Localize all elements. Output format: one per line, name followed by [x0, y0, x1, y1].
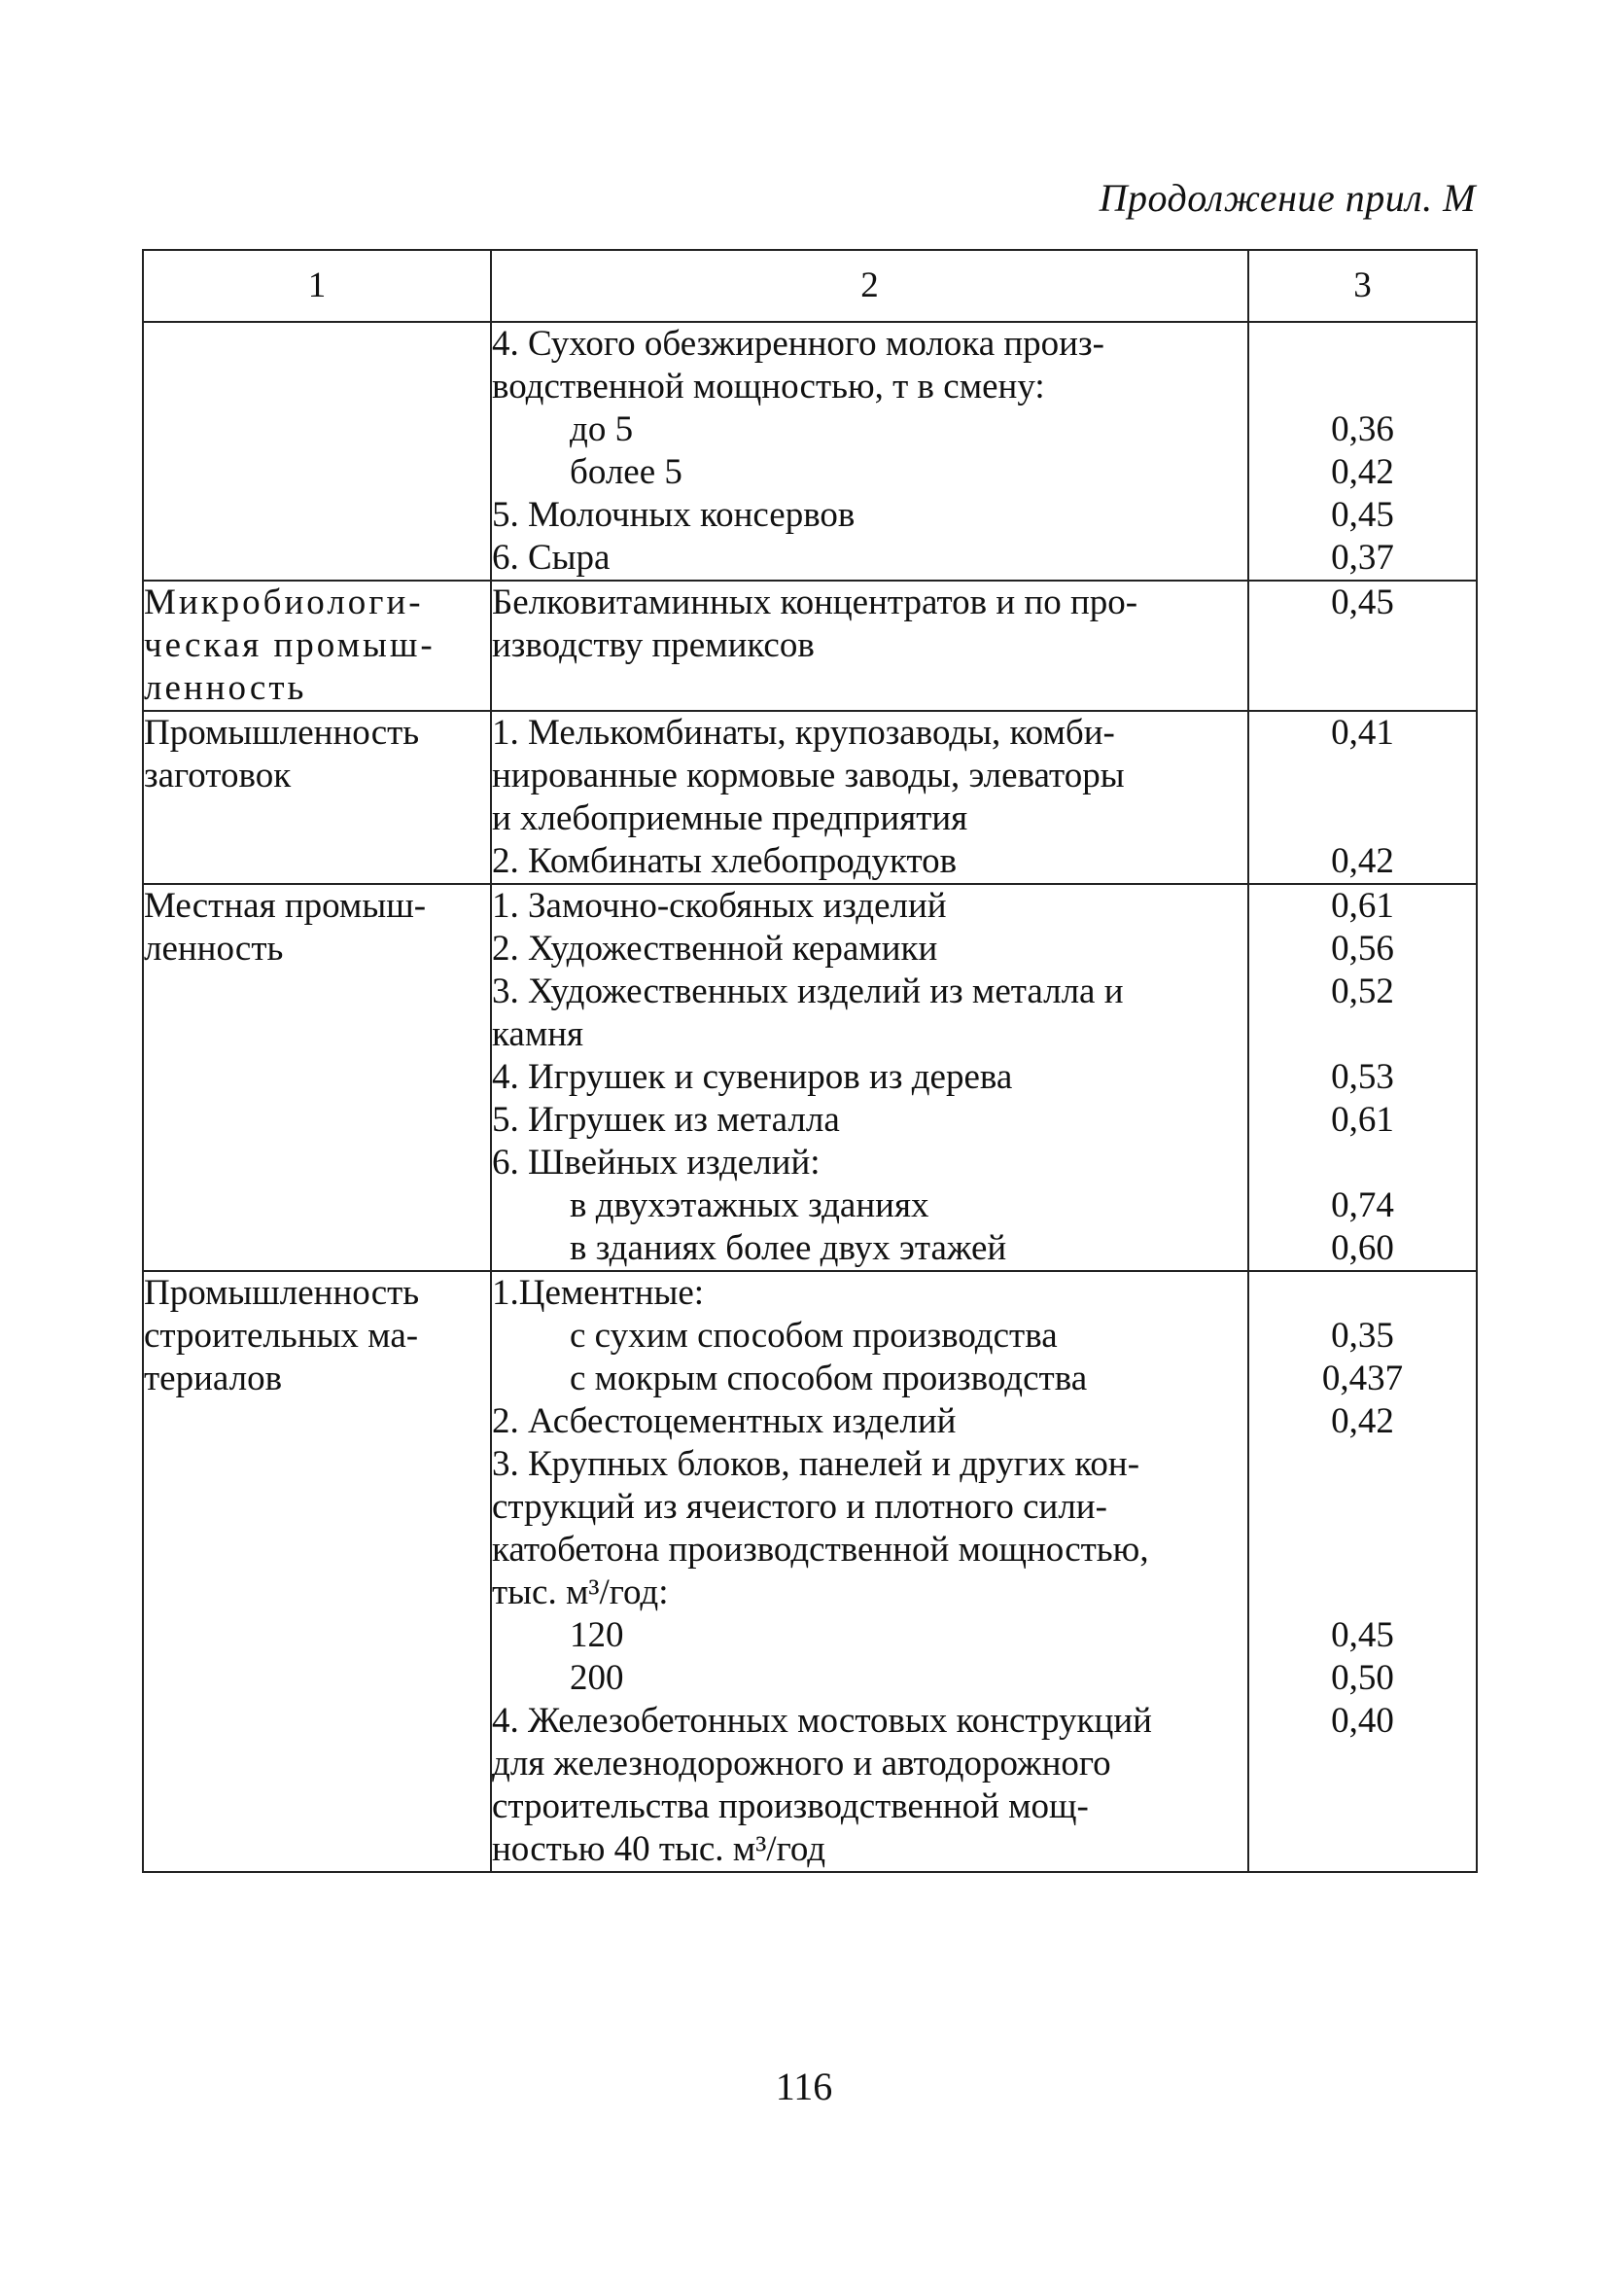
coefficient-value: [1249, 1785, 1476, 1828]
coefficient-value: [1249, 1743, 1476, 1785]
enterprise-item: нированные кормовые заводы, элеваторы: [492, 756, 1125, 795]
enterprise-item: с сухим способом производства: [570, 1316, 1058, 1356]
enterprise-item: 5. Игрушек из металла: [492, 1100, 840, 1140]
coefficient-value: [1249, 1486, 1476, 1529]
enterprise-items-cell: [491, 711, 1248, 884]
industry-category-line: ленность: [144, 668, 307, 708]
enterprise-item: с мокрым способом производства: [570, 1359, 1088, 1398]
industry-category-cell: [143, 711, 491, 884]
column-header-3: 3: [1248, 250, 1477, 322]
enterprise-item: 5. Молочных консервов: [492, 495, 856, 535]
industry-category-line: Местная промыш-: [144, 886, 427, 926]
coefficient-value: [1249, 1272, 1476, 1315]
enterprise-item: струкций из ячеистого и плотного сили-: [492, 1487, 1107, 1527]
table-header-row: [143, 250, 1477, 322]
coefficient-value: 0,52: [1331, 971, 1394, 1011]
industry-category-cell: [143, 1271, 491, 1872]
industry-category-cell: [143, 884, 491, 1271]
coefficient-value: [1249, 1572, 1476, 1614]
table-row: [143, 711, 1477, 884]
coefficient-value: 0,437: [1321, 1359, 1404, 1398]
industry-category-line: Промышленность: [144, 1273, 420, 1313]
enterprise-item: ностью 40 тыс. м³/год: [492, 1829, 826, 1869]
enterprise-item: более 5: [570, 452, 682, 492]
enterprise-item: 4. Сухого обезжиренного молока произ-: [492, 324, 1104, 364]
coefficient-value: 0,35: [1331, 1316, 1394, 1356]
coefficient-value: [1249, 1142, 1476, 1184]
industry-category-line: заготовок: [144, 756, 292, 795]
coefficient-value: 0,61: [1331, 886, 1394, 926]
enterprise-item: 2. Художественной керамики: [492, 929, 938, 969]
enterprise-item: 4. Железобетонных мостовых конструкций: [492, 1701, 1152, 1741]
coefficient-value: [1249, 797, 1476, 840]
enterprise-item: и хлебоприемные предприятия: [492, 798, 968, 838]
coefficient-value: 0,45: [1331, 1615, 1394, 1655]
table-row: [143, 1271, 1477, 1872]
enterprise-item: 2. Асбестоцементных изделий: [492, 1401, 957, 1441]
enterprise-items-cell: [491, 581, 1248, 711]
industry-category-cell: [143, 322, 491, 581]
coefficient-value: 0,41: [1331, 713, 1394, 753]
enterprise-item: водственной мощностью, т в смену:: [492, 367, 1045, 406]
enterprise-item: 2. Комбинаты хлебопродуктов: [492, 841, 958, 881]
coefficient-value: 0,50: [1331, 1658, 1394, 1698]
coefficient-value: 0,36: [1331, 409, 1394, 449]
enterprise-item: до 5: [570, 409, 634, 449]
enterprise-item: 1. Мелькомбинаты, крупозаводы, комби-: [492, 713, 1115, 753]
industry-category-line: териалов: [144, 1359, 283, 1398]
table-row: [143, 322, 1477, 581]
coefficient-value: 0,74: [1331, 1185, 1394, 1225]
coefficient-value: [1249, 1443, 1476, 1486]
industry-category-line: ческая промыш-: [144, 625, 436, 665]
industry-category-line: ленность: [144, 929, 284, 969]
coefficient-value: [1249, 323, 1476, 366]
enterprise-item: 6. Швейных изделий:: [492, 1143, 821, 1183]
enterprise-item: катобетона производственной мощностью,: [492, 1530, 1149, 1570]
industry-category-line: Микробиологи-: [144, 583, 424, 622]
enterprise-item: 4. Игрушек и сувениров из дерева: [492, 1057, 1013, 1097]
coefficient-value: 0,45: [1331, 495, 1394, 535]
enterprise-item: изводству премиксов: [492, 625, 815, 665]
coefficient-value: [1249, 366, 1476, 408]
enterprise-item: для железнодорожного и автодорожного: [492, 1744, 1111, 1784]
enterprise-items-cell: [491, 1271, 1248, 1872]
page-caption: Продолжение прил. М: [1099, 176, 1476, 220]
enterprise-item: 200: [570, 1658, 624, 1698]
coefficient-value: [1249, 1529, 1476, 1572]
table-row: [143, 581, 1477, 711]
table-body: [143, 322, 1477, 1872]
coefficient-values-cell: [1248, 581, 1477, 711]
coefficient-value: 0,42: [1331, 1401, 1394, 1441]
enterprise-item: 3. Крупных блоков, панелей и других кон-: [492, 1444, 1140, 1484]
enterprise-item: камня: [492, 1014, 584, 1054]
coefficient-value: 0,53: [1331, 1057, 1394, 1097]
coefficient-value: 0,61: [1331, 1100, 1394, 1140]
industry-category-cell: [143, 581, 491, 711]
column-header-1: 1: [143, 250, 491, 322]
coefficient-value: [1249, 1828, 1476, 1871]
coefficient-values-cell: [1248, 1271, 1477, 1872]
enterprise-item: Белковитаминных концентратов и по про-: [492, 583, 1138, 622]
coefficient-values-cell: [1248, 711, 1477, 884]
coefficient-value: 0,42: [1331, 841, 1394, 881]
enterprise-item: строительства производственной мощ-: [492, 1786, 1089, 1826]
coefficient-value: [1249, 624, 1476, 667]
enterprise-items-cell: [491, 322, 1248, 581]
coefficient-value: 0,45: [1331, 583, 1394, 622]
table-row: [143, 884, 1477, 1271]
column-header-2: 2: [491, 250, 1248, 322]
enterprise-item: в двухэтажных зданиях: [570, 1185, 929, 1225]
enterprise-item: 120: [570, 1615, 624, 1655]
enterprise-items-cell: [491, 884, 1248, 1271]
enterprise-item: 1.Цементные:: [492, 1273, 705, 1313]
coefficient-value: 0,56: [1331, 929, 1394, 969]
coefficient-value: 0,60: [1331, 1228, 1394, 1268]
coefficient-value: 0,40: [1331, 1701, 1394, 1741]
coefficient-value: [1249, 1013, 1476, 1056]
coefficient-value: 0,37: [1331, 538, 1394, 578]
enterprise-item: в зданиях более двух этажей: [570, 1228, 1007, 1268]
enterprise-item: тыс. м³/год:: [492, 1572, 669, 1612]
coefficient-value: 0,42: [1331, 452, 1394, 492]
industry-category-line: Промышленность: [144, 713, 420, 753]
page-number: 116: [775, 2065, 833, 2108]
coefficient-values-cell: [1248, 322, 1477, 581]
enterprise-item: 3. Художественных изделий из металла и: [492, 971, 1124, 1011]
coefficients-table: [142, 249, 1478, 1873]
enterprise-item: 1. Замочно-скобяных изделий: [492, 886, 947, 926]
industry-category-line: строительных ма-: [144, 1316, 419, 1356]
enterprise-item: 6. Сыра: [492, 538, 611, 578]
coefficient-values-cell: [1248, 884, 1477, 1271]
coefficient-value: [1249, 755, 1476, 797]
